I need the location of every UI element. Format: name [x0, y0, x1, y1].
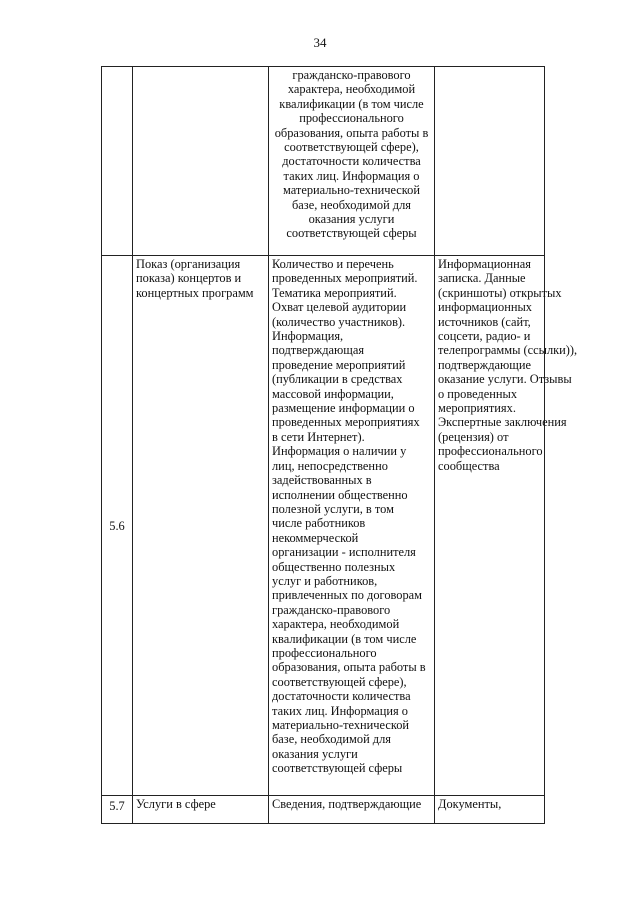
cell-text-line: соответствующей сфере), [284, 140, 419, 155]
cell-text-line: базе, необходимой для [292, 197, 411, 212]
cell-text-line: (рецензия) от [438, 429, 509, 444]
cell-text-line: соответствующей сфере), [272, 674, 407, 689]
cell-text-line: подтверждающая [272, 343, 365, 358]
cell-text-line: источников (сайт, [438, 314, 531, 329]
cell-text-line: некоммерческой [272, 530, 359, 545]
cell-text-line: проведенных мероприятий. [272, 271, 418, 286]
cell-text-line: сообщества [438, 458, 500, 473]
cell-text-line: материально-технической [272, 718, 410, 732]
cell-text-line: (скриншоты) открытых [438, 285, 562, 300]
cell-text-line: Информация о наличии у [272, 444, 407, 459]
cell-text-line: привлеченных по договорам [272, 588, 423, 603]
table-row [102, 796, 545, 824]
cell-text-line: соответствующей сферы [286, 226, 417, 241]
cell-text-line: Количество и перечень [272, 257, 394, 271]
documents-cell [435, 67, 545, 256]
table-row [102, 256, 545, 796]
cell-text-line: (публикации в средствах [272, 372, 403, 387]
cell-text-line: материально-технической [282, 183, 421, 198]
cell-text-line: задействованных в [272, 473, 372, 488]
cell-text-line: Охват целевой аудитории [272, 300, 407, 315]
cell-text-line: мероприятиях. [438, 401, 516, 416]
cell-text-line: гражданско-правового [272, 602, 391, 617]
table-row [102, 67, 545, 256]
cell-text-line: таких лиц. Информация о [272, 703, 408, 718]
cell-text-line: оказание услуги. Отзывы [438, 372, 572, 387]
cell-text-line: Показ (организация [136, 257, 241, 271]
info-cell [269, 67, 435, 256]
cell-text-line: (количество участников). [272, 314, 406, 329]
info-cell [269, 796, 435, 824]
row-number-cell: 5.6 [102, 256, 133, 796]
documents-cell [435, 256, 578, 796]
cell-text-line: Сведения, подтверждающие [272, 797, 422, 811]
cell-text-line: о проведенных [438, 386, 518, 401]
cell-text-line: Информационная [438, 257, 531, 271]
cell-text-line: Информация, [272, 329, 344, 344]
cell-text-line: информационных [438, 300, 532, 315]
cell-text-line: профессионального [438, 444, 543, 459]
cell-text-line: гражданско-правового [292, 68, 411, 82]
page-number: 34 [313, 35, 327, 50]
cell-text-line: Экспертные заключения [438, 415, 567, 430]
cell-text-line: образования, опыта работы в [272, 660, 426, 675]
cell-text-line: соответствующей сферы [272, 761, 403, 776]
row-number-cell: 5.7 [102, 796, 133, 824]
cell-text-line: оказания услуги [272, 746, 358, 761]
cell-text-line: показа) концертов и [136, 271, 242, 286]
cell-text-line: телепрограммы (ссылки)), [438, 343, 578, 358]
cell-text-line: квалификации (в том числе [272, 631, 417, 646]
cell-text-line: профессионального [272, 645, 377, 660]
cell-text-line: оказания услуги [308, 212, 395, 227]
cell-text-line: характера, необходимой [287, 82, 416, 97]
service-name-cell [133, 256, 269, 796]
cell-text-line: массовой информации, [272, 386, 394, 401]
cell-text-line: образования, опыта работы в [274, 125, 429, 140]
cell-text-line: размещение информации о [272, 401, 415, 416]
cell-text-line: в сети Интернет). [272, 429, 365, 444]
services-table [101, 66, 578, 824]
cell-text-line: записка. Данные [438, 271, 526, 286]
cell-text-line: услуг и работников, [272, 573, 378, 588]
cell-text-line: лиц, непосредственно [272, 458, 388, 473]
cell-text-line: проведенных мероприятиях [272, 415, 420, 430]
row-number-cell [102, 67, 133, 256]
service-name-cell [133, 67, 269, 256]
cell-text-line: профессионального [299, 111, 404, 126]
cell-text-line: Услуги в сфере [136, 797, 216, 811]
cell-text-line: Документы, [438, 797, 502, 811]
cell-text-line: подтверждающие [438, 357, 531, 372]
cell-text-line: числе работников [272, 516, 366, 531]
info-cell [269, 256, 435, 796]
cell-text-line: таких лиц. Информация о [283, 168, 420, 183]
cell-text-line: общественно полезных [272, 559, 396, 574]
cell-text-line: проведение мероприятий [272, 357, 406, 372]
cell-text-line: исполнении общественно [272, 487, 408, 502]
cell-text-line: полезной услуги, в том [272, 501, 394, 516]
service-name-cell [133, 796, 269, 824]
cell-text-line: характера, необходимой [272, 617, 400, 632]
documents-cell [435, 796, 545, 824]
cell-text-line: Тематика мероприятий. [272, 285, 397, 300]
cell-text-line: базе, необходимой для [272, 732, 391, 747]
cell-text-line: достаточности количества [282, 154, 421, 169]
cell-text-line: квалификации (в том числе [279, 96, 424, 111]
cell-text-line: соцсети, радио- и [438, 329, 531, 344]
cell-text-line: концертных программ [136, 285, 254, 300]
cell-text-line: достаточности количества [272, 689, 411, 704]
cell-text-line: организации - исполнителя [272, 545, 416, 560]
